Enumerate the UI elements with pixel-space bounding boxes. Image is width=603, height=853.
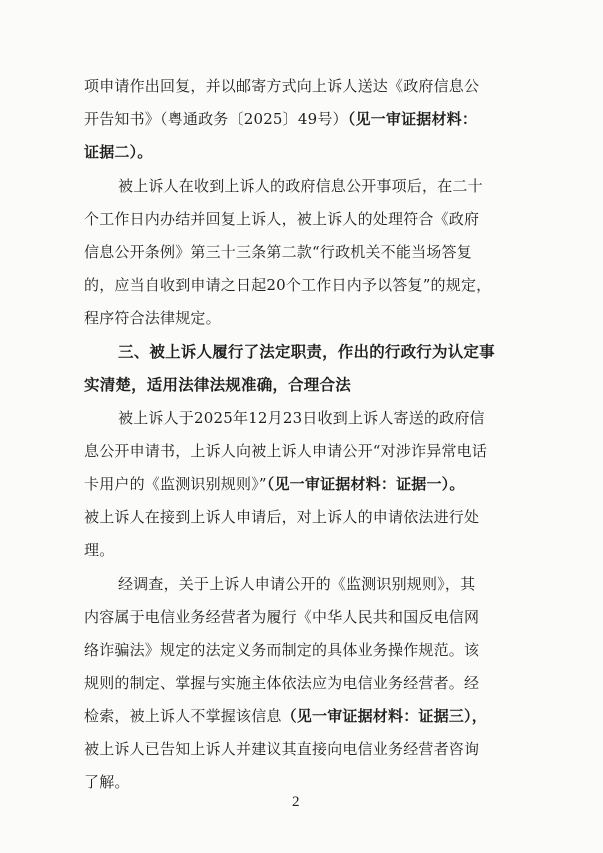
section-heading	[118, 342, 495, 362]
line-text: 规则的制定、掌握与实施主体依法应为电信业务经营者。经	[84, 674, 480, 692]
line-text: 理。	[84, 541, 115, 559]
line-text: 内容属于电信业务经营者为履行《中华人民共和国反电信网	[84, 608, 480, 626]
line-bold: （见一审证据材料：证据一）。	[266, 475, 465, 493]
text-line	[118, 408, 485, 428]
line-text: 经调查，关于上诉人申请公开的《监测识别规则》，其	[118, 575, 476, 593]
line-text: 的，应当自收到申请之日起20个工作日内予以答复”的规定，	[84, 276, 492, 294]
line-text: 开告知书》（粤通政务〔2025〕49号）	[84, 110, 348, 128]
line-text: 项申请作出回复，并以邮寄方式向上诉人送达《政府信息公	[84, 77, 480, 95]
text-line	[84, 109, 477, 129]
text-line	[84, 673, 479, 693]
text-line	[84, 772, 130, 792]
line-bold: 证据二）。	[84, 143, 153, 161]
line-text: 被上诉人在收到上诉人的政府信息公开事项后，在二十	[118, 177, 483, 195]
text-line	[84, 507, 479, 527]
heading-text: 实清楚，适用法律法规准确，合理合法	[84, 376, 351, 394]
heading-text: 三、被上诉人履行了法定职责，作出的行政行为认定事	[118, 343, 495, 361]
line-bold: （见一审证据材料：证据三），	[281, 707, 487, 725]
section-heading	[84, 375, 351, 395]
text-line	[84, 640, 479, 660]
text-line	[84, 739, 479, 759]
text-line	[84, 607, 479, 627]
line-text: 卡用户的《监测识别规则》”	[84, 475, 267, 493]
page-number: 2	[292, 794, 300, 810]
text-line	[84, 706, 487, 726]
line-text: 被上诉人于2025年12月23日收到上诉人寄送的政府信	[118, 409, 485, 427]
text-line	[84, 308, 221, 328]
text-line	[84, 275, 491, 295]
line-text: 程序符合法律规定。	[84, 309, 221, 327]
line-text: 络诈骗法》规定的法定义务而制定的具体业务操作规范。该	[84, 641, 480, 659]
text-line	[84, 540, 114, 560]
line-text: 了解。	[84, 773, 130, 791]
line-bold: （见一审证据材料：	[347, 110, 478, 128]
text-line	[84, 76, 479, 96]
text-line	[84, 142, 153, 162]
text-line	[118, 176, 483, 196]
text-line	[84, 474, 465, 494]
line-text: 被上诉人已告知上诉人并建议其直接向电信业务经营者咨询	[84, 740, 480, 758]
line-text: 被上诉人在接到上诉人申请后，对上诉人的申请依法进行处	[84, 508, 480, 526]
line-text: 个工作日内办结并回复上诉人，被上诉人的处理符合《政府	[84, 210, 480, 228]
text-line	[84, 209, 479, 229]
line-text: 检索，被上诉人不掌握该信息	[84, 707, 282, 725]
text-line	[84, 242, 472, 262]
text-line	[84, 441, 487, 461]
line-text: 信息公开条例》第三十三条第二款“行政机关不能当场答复	[84, 243, 472, 261]
text-line	[118, 574, 475, 594]
line-text: 息公开申请书，上诉人向被上诉人申请公开“对涉诈异常电话	[84, 442, 488, 460]
